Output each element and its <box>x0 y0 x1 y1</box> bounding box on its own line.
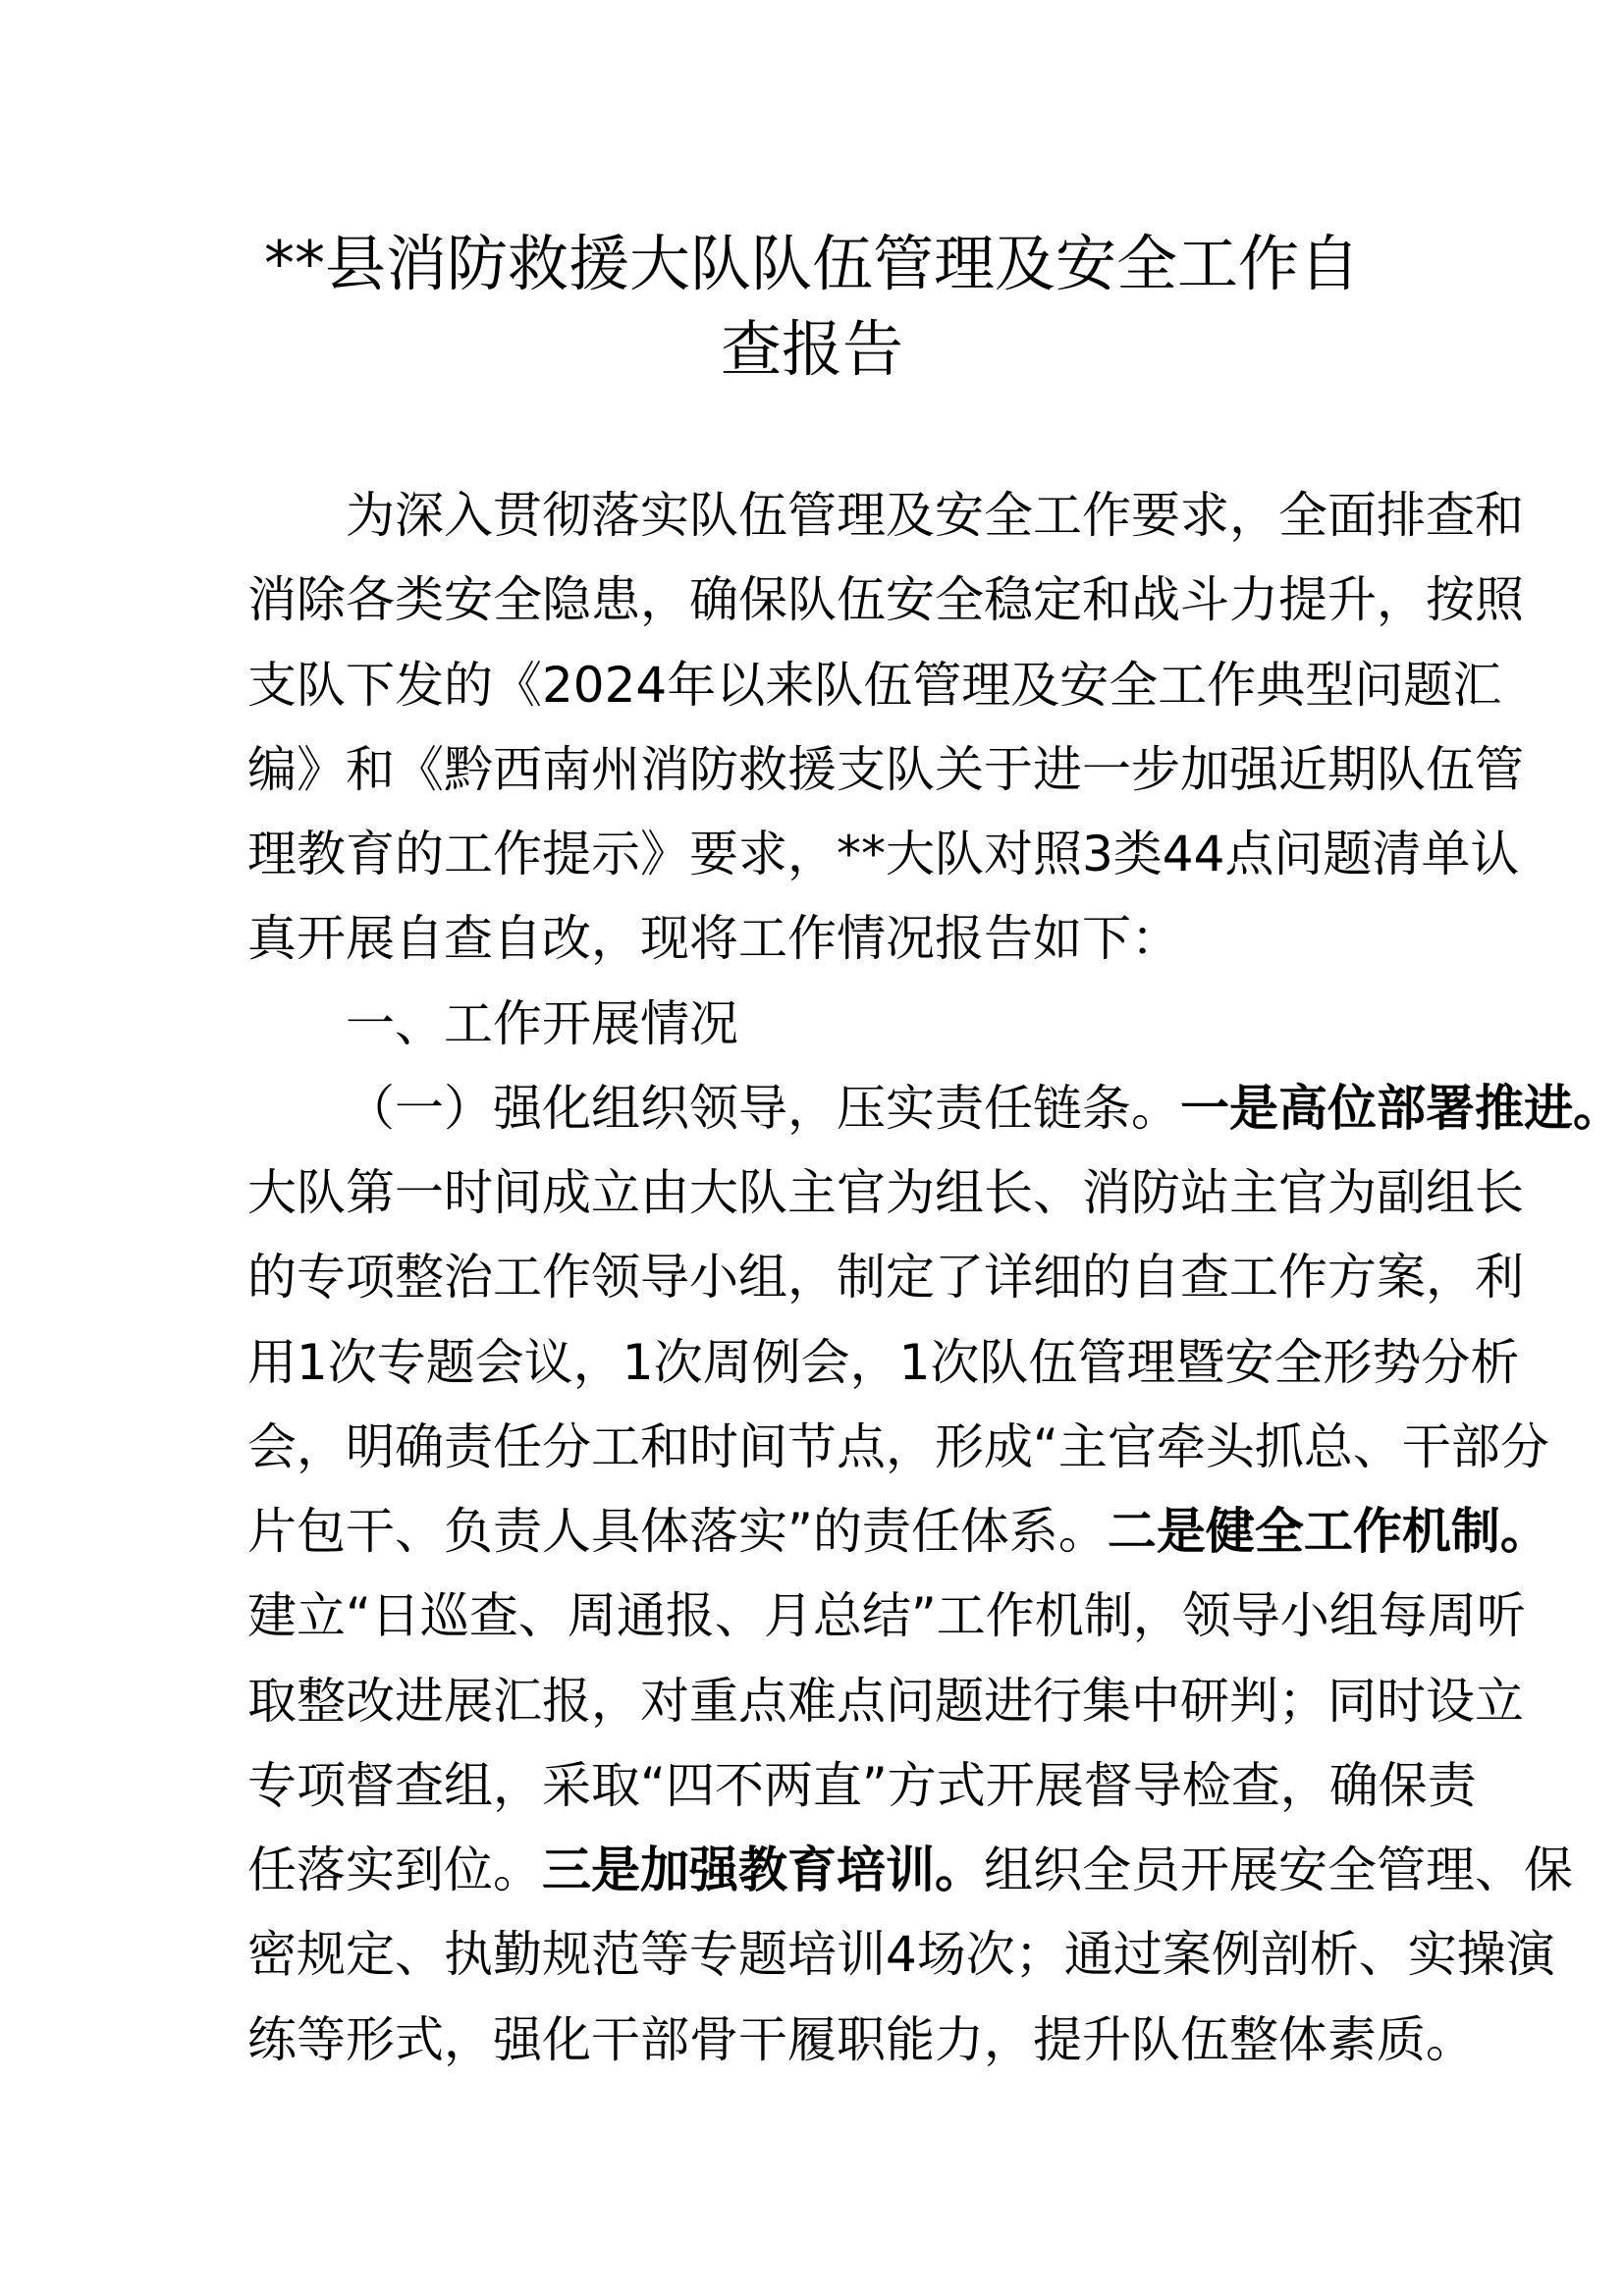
paragraph-line <box>247 727 1524 812</box>
paragraph-line <box>247 812 1520 896</box>
text-segment: 组织全员开展安全管理、保 <box>984 1842 1573 1898</box>
text-segment: 支队下发的《2024年以来队伍管理及安全工作典型问题汇 <box>247 656 1502 714</box>
paragraph-line <box>247 1659 1524 1743</box>
paragraph-line <box>247 643 1502 727</box>
text-segment: 任落实到位。 <box>247 1842 542 1898</box>
paragraph-line <box>247 1489 1549 1574</box>
paragraph-line <box>247 1150 1524 1235</box>
text-segment: 建立“日巡查、周通报、月总结”工作机制，领导小组每周听 <box>247 1587 1526 1645</box>
paragraph-line <box>247 896 1384 981</box>
paragraph-line <box>247 558 1524 642</box>
paragraph-line <box>247 1405 1549 1489</box>
section-heading <box>247 982 1384 1066</box>
text-segment: 的专项整治工作领导小组，制定了详细的自查工作方案，利 <box>247 1249 1524 1307</box>
text-segment: 片包干、负责人具体落实”的责任体系。 <box>247 1503 1108 1560</box>
text-segment: 消除各类安全隐患，确保队伍安全稳定和战斗力提升，按照 <box>247 571 1524 629</box>
text-segment: 专项督查组，采取“四不两直”方式开展督导检查，确保责 <box>247 1756 1477 1814</box>
text-segment: 编》和《黔西南州消防救援支队关于进一步加强近期队伍管 <box>247 740 1524 798</box>
bold-lead-phrase: 二是健全工作机制。 <box>1107 1503 1549 1560</box>
text-segment: 取整改进展汇报，对重点难点问题进行集中研判；同时设立 <box>247 1672 1524 1730</box>
text-segment: 练等形式，强化干部骨干履职能力，提升队伍整体素质。 <box>247 2010 1475 2068</box>
text-segment: （一）强化组织领导，压实责任链条。 <box>346 1079 1180 1137</box>
text-segment: 用1次专题会议，1次周例会，1次队伍管理暨安全形势分析 <box>247 1333 1520 1391</box>
text-segment: 为深入贯彻落实队伍管理及安全工作要求，全面排查和 <box>346 487 1524 544</box>
text-segment: 会，明确责任分工和时间节点，形成“主官牵头抓总、干部分 <box>247 1417 1549 1475</box>
text-segment: 理教育的工作提示》要求，**大队对照3类44点问题清单认 <box>247 826 1520 882</box>
document-body <box>247 473 1622 2082</box>
text-segment: 大队第一时间成立由大队主官为组长、消防站主官为副组长 <box>247 1164 1524 1221</box>
paragraph-line <box>247 473 1524 558</box>
title-line-2: 查报告 <box>720 313 903 385</box>
text-segment: 真开展自查自改，现将工作情况报告如下： <box>247 910 1180 968</box>
paragraph-line <box>247 1574 1526 1658</box>
paragraph-line <box>247 1066 1622 1150</box>
paragraph-line <box>247 1320 1520 1405</box>
paragraph-line <box>247 1828 1573 1912</box>
paragraph-line <box>247 1235 1524 1319</box>
bold-lead-phrase: 一是高位部署推进。 <box>1180 1079 1622 1137</box>
bold-lead-phrase: 三是加强教育培训。 <box>542 1842 984 1898</box>
paragraph-line <box>247 1743 1477 1828</box>
paragraph-line <box>247 1912 1555 1997</box>
title-line-1: **县消防救援大队队伍管理及安全工作自 <box>263 228 1360 299</box>
text-segment: 密规定、执勤规范等专题培训4场次；通过案例剖析、实操演 <box>247 1926 1555 1984</box>
document-title <box>0 221 1624 392</box>
paragraph-line <box>247 1998 1475 2082</box>
text-segment: 一、工作开展情况 <box>346 994 738 1052</box>
